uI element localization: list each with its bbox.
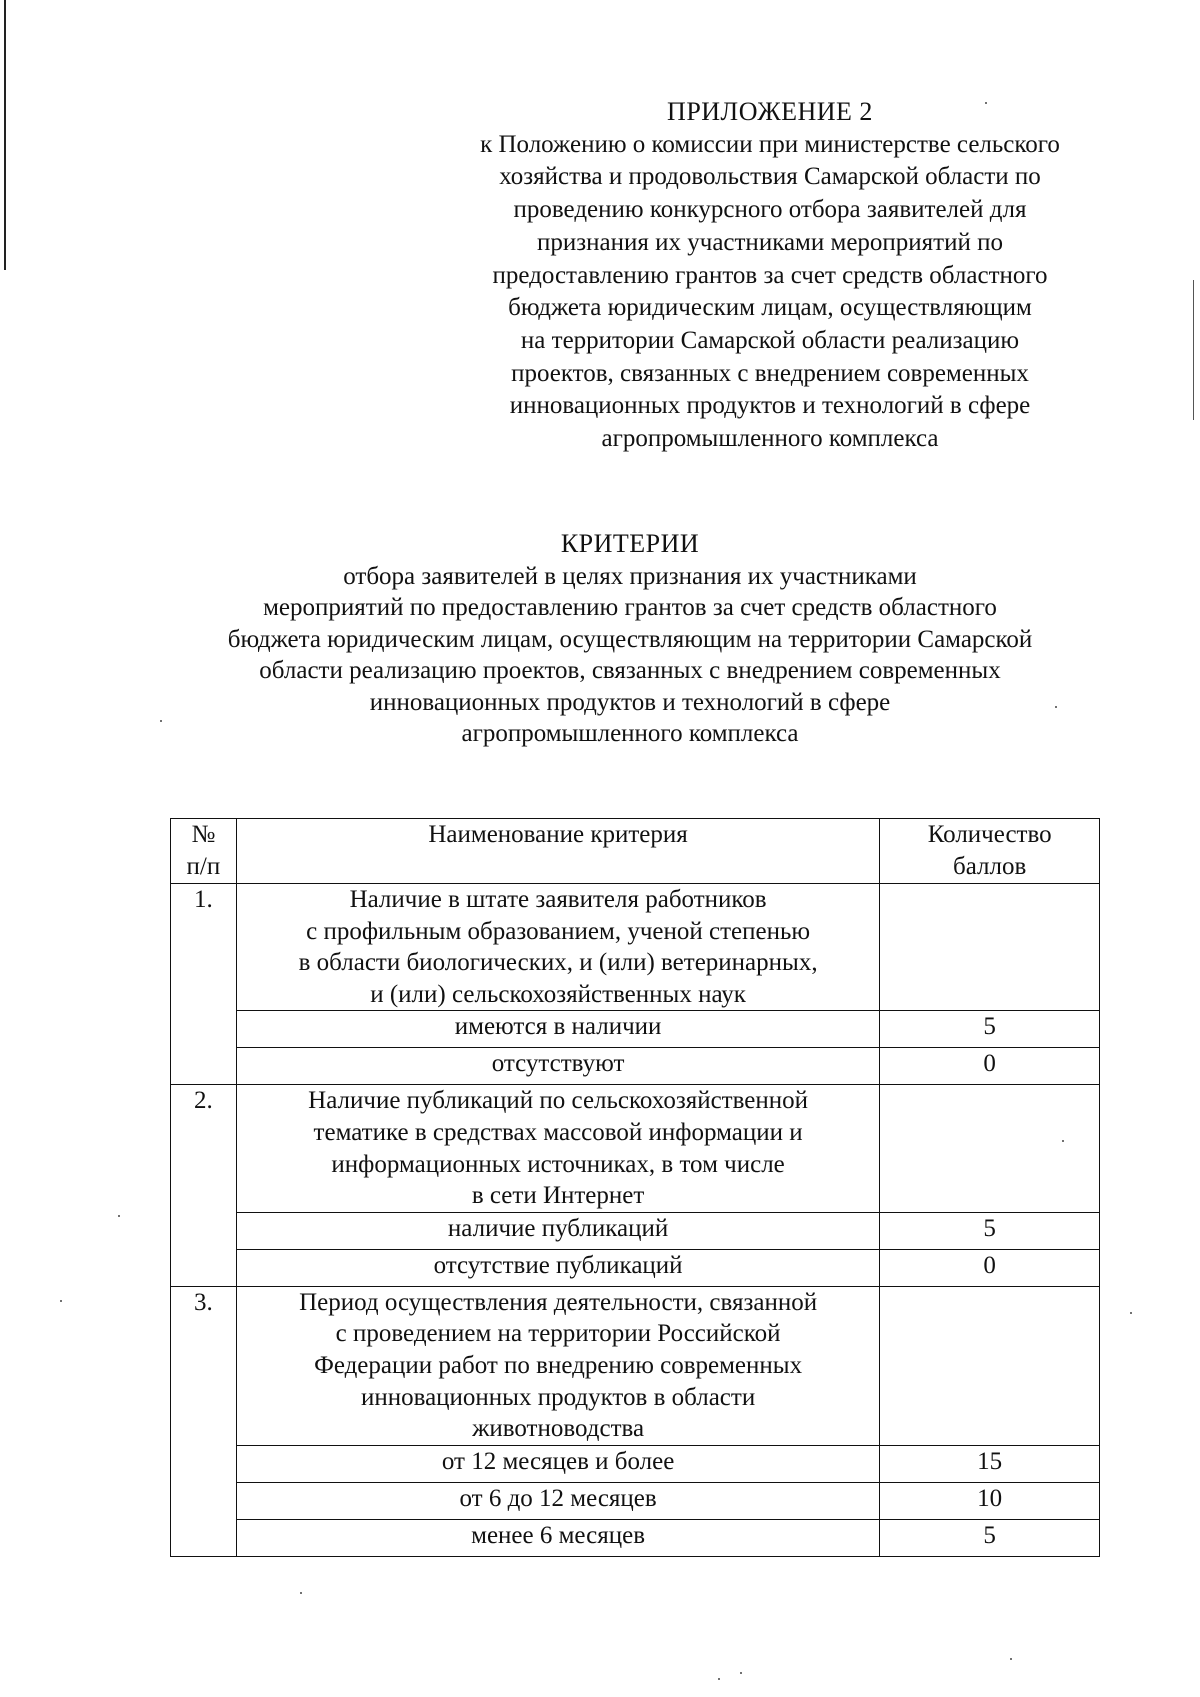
criterion-line: животноводства bbox=[472, 1415, 645, 1443]
criterion-score-empty bbox=[880, 884, 1100, 1011]
appendix-line: бюджета юридическим лицам, осуществляющим bbox=[508, 294, 1032, 322]
criteria-block bbox=[150, 528, 1110, 750]
criterion-line: с профильным образованием, ученой степенью bbox=[306, 917, 811, 945]
scan-edge-left bbox=[4, 0, 6, 270]
table-row bbox=[171, 1048, 1100, 1085]
option-score: 5 bbox=[880, 1519, 1100, 1556]
header-score: Количество баллов bbox=[880, 819, 1100, 884]
header-num: № п/п bbox=[171, 819, 237, 884]
criterion-line: с проведением на территории Российской bbox=[335, 1320, 781, 1348]
criterion-line: Период осуществления деятельности, связанной bbox=[299, 1288, 818, 1316]
table-row bbox=[171, 1519, 1100, 1556]
criterion-score-empty bbox=[880, 1085, 1100, 1212]
criterion-line: тематике в средствах массовой информации и bbox=[313, 1118, 803, 1146]
option-score: 0 bbox=[880, 1048, 1100, 1085]
table-row bbox=[171, 1212, 1100, 1249]
scan-speck bbox=[1010, 1658, 1012, 1660]
criteria-line: отбора заявителей в целях признания их участниками bbox=[343, 562, 917, 590]
scan-speck bbox=[118, 1215, 120, 1217]
option-label: от 12 месяцев и более bbox=[236, 1445, 880, 1482]
appendix-line: проектов, связанных с внедрением современных bbox=[511, 359, 1029, 387]
scan-speck bbox=[740, 1672, 742, 1674]
appendix-title: ПРИЛОЖЕНИЕ 2 bbox=[667, 97, 873, 126]
option-label: менее 6 месяцев bbox=[236, 1519, 880, 1556]
criterion-text bbox=[236, 1085, 880, 1212]
criteria-line: бюджета юридическим лицам, осуществляющим на территории Самарской bbox=[227, 625, 1033, 653]
appendix-line: проведению конкурсного отбора заявителей для bbox=[513, 196, 1027, 224]
table-row bbox=[171, 1445, 1100, 1482]
criteria-heading: КРИТЕРИИ bbox=[560, 529, 700, 558]
option-score: 15 bbox=[880, 1445, 1100, 1482]
option-label: наличие публикаций bbox=[236, 1212, 880, 1249]
appendix-line: на территории Самарской области реализацию bbox=[520, 326, 1020, 354]
option-label: имеются в наличии bbox=[236, 1011, 880, 1048]
criterion-text bbox=[236, 1286, 880, 1445]
criteria-line: области реализацию проектов, связанных с внедрением современных bbox=[259, 657, 1001, 684]
criterion-line: и (или) сельскохозяйственных наук bbox=[370, 980, 746, 1008]
criteria-line: инновационных продуктов и технологий в сфере bbox=[369, 688, 891, 716]
table-header-row bbox=[171, 819, 1100, 884]
appendix-line: к Положению о комиссии при министерстве сельского bbox=[480, 130, 1060, 158]
option-label: от 6 до 12 месяцев bbox=[236, 1482, 880, 1519]
criterion-score-empty bbox=[880, 1286, 1100, 1445]
option-label: отсутствуют bbox=[236, 1048, 880, 1085]
table-row bbox=[171, 884, 1100, 1011]
header-name: Наименование критерия bbox=[236, 819, 880, 884]
option-score: 10 bbox=[880, 1482, 1100, 1519]
scan-edge-right bbox=[1193, 280, 1194, 420]
criterion-line: Наличие публикаций по сельскохозяйственной bbox=[308, 1087, 808, 1115]
appendix-line: хозяйства и продовольствия Самарской области по bbox=[499, 163, 1041, 191]
option-label: отсутствие публикаций bbox=[236, 1249, 880, 1286]
table-row bbox=[171, 1249, 1100, 1286]
table-row bbox=[171, 1286, 1100, 1445]
criterion-text bbox=[236, 884, 880, 1011]
criteria-table bbox=[170, 818, 1100, 1557]
table-row bbox=[171, 1011, 1100, 1048]
criterion-line: инновационных продуктов в области bbox=[360, 1383, 756, 1411]
option-score: 5 bbox=[880, 1212, 1100, 1249]
appendix-line: инновационных продуктов и технологий в сфере bbox=[509, 392, 1031, 420]
criterion-number: 1. bbox=[171, 884, 237, 1085]
criteria-line: мероприятий по предоставлению грантов за счет средств областного bbox=[263, 594, 997, 621]
criterion-line: Федерации работ по внедрению современных bbox=[314, 1351, 803, 1379]
table-row bbox=[171, 1482, 1100, 1519]
appendix-line: признания их участниками мероприятий по bbox=[537, 228, 1003, 256]
appendix-line: предоставлению грантов за счет средств областного bbox=[492, 261, 1048, 289]
scan-speck bbox=[60, 1300, 62, 1302]
scan-speck bbox=[718, 1678, 720, 1680]
option-score: 0 bbox=[880, 1249, 1100, 1286]
appendix-line: агропромышленного комплекса bbox=[601, 425, 939, 453]
criterion-number: 3. bbox=[171, 1286, 237, 1556]
criteria-line: агропромышленного комплекса bbox=[461, 720, 799, 747]
option-score: 5 bbox=[880, 1011, 1100, 1048]
scan-speck bbox=[1130, 1312, 1132, 1314]
criterion-line: информационных источниках, в том числе bbox=[331, 1150, 785, 1178]
table-row bbox=[171, 1085, 1100, 1212]
appendix-block bbox=[430, 96, 1110, 456]
criterion-number: 2. bbox=[171, 1085, 237, 1286]
scan-speck bbox=[300, 1592, 302, 1594]
criterion-line: Наличие в штате заявителя работников bbox=[349, 886, 767, 913]
criterion-line: в области биологических, и (или) ветеринарных, bbox=[298, 949, 818, 977]
criterion-line: в сети Интернет bbox=[471, 1182, 645, 1210]
